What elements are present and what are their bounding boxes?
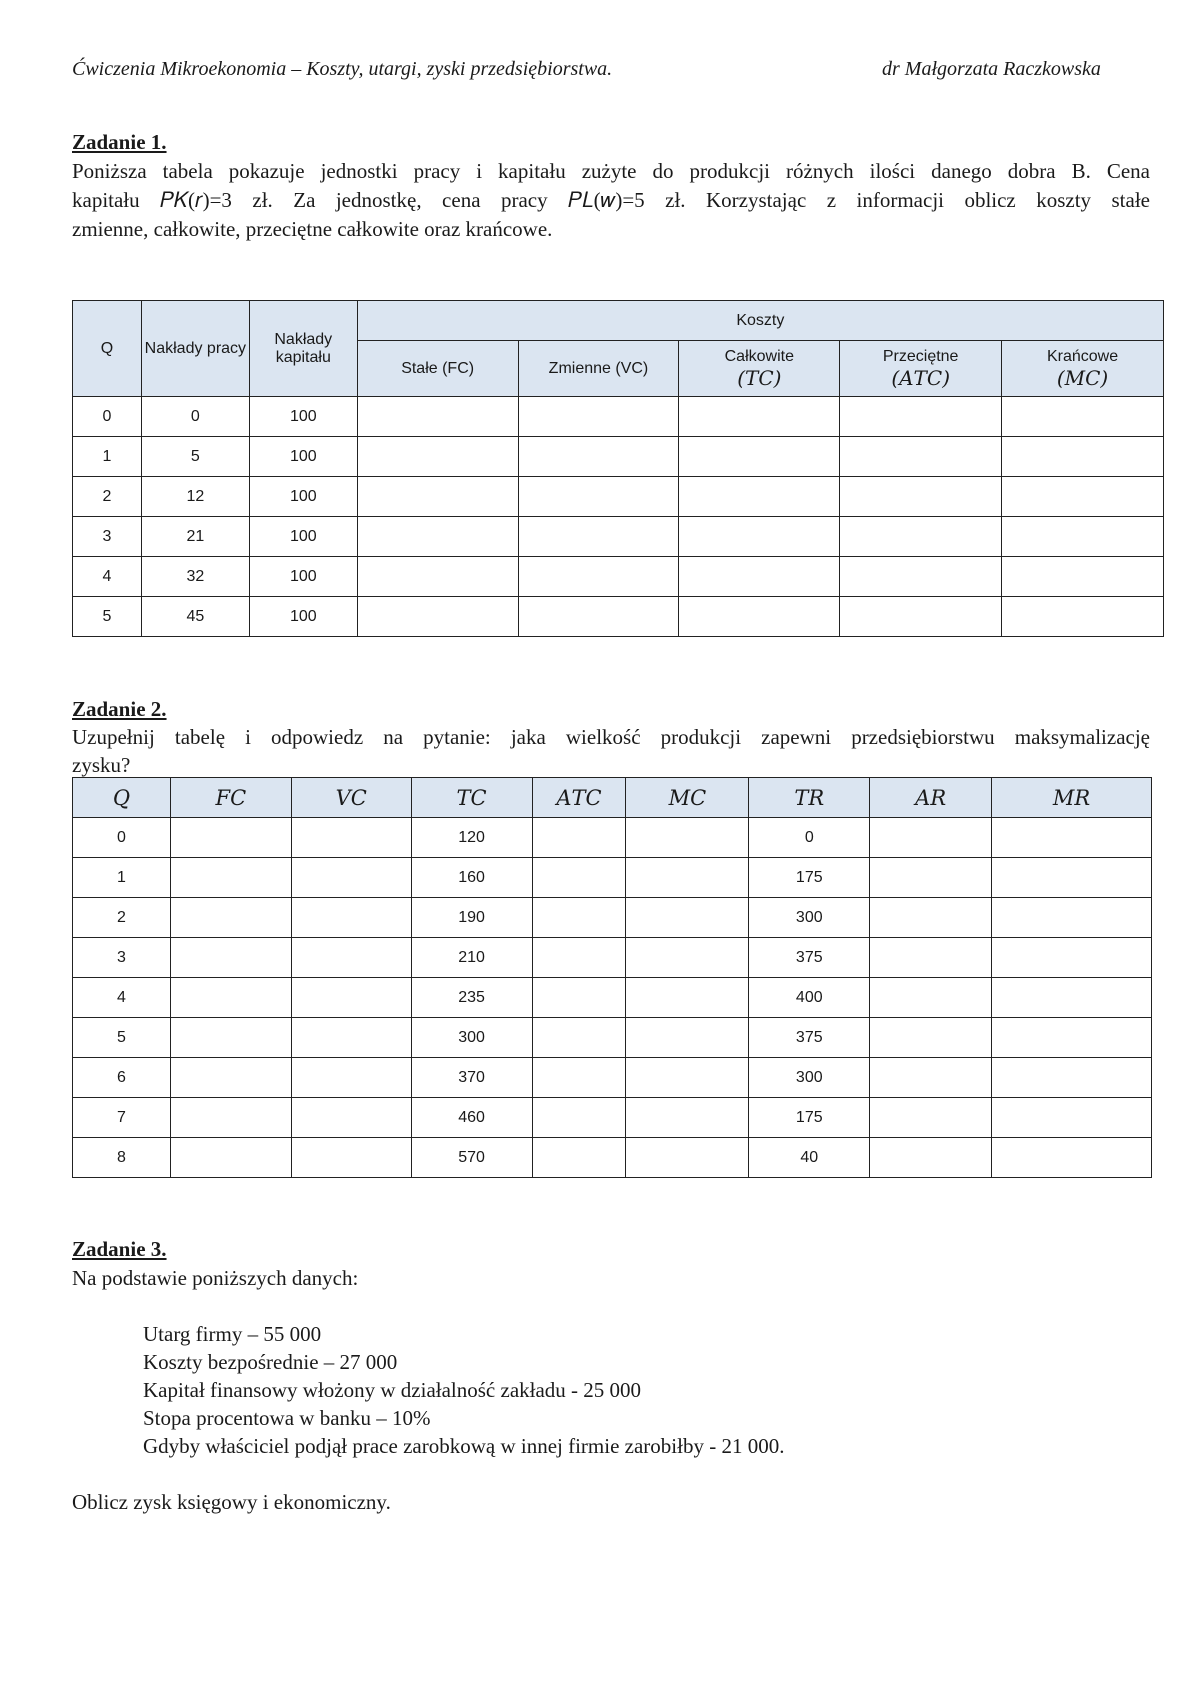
empty-answer-cell [1002,597,1164,637]
table-row [73,597,1164,637]
cell-capital: 100 [249,437,357,477]
atc-symbol: (𝐴𝑇𝐶) [891,365,951,390]
cell-q: 1 [73,858,171,898]
empty-answer-cell [626,818,749,858]
empty-answer-cell [840,557,1002,597]
task3-title: Zadanie 3. [72,1237,167,1261]
empty-answer-cell [291,858,411,898]
empty-answer-cell [870,818,992,858]
empty-answer-cell [992,938,1152,978]
task3-question: Oblicz zysk księgowy i ekonomiczny. [72,1490,391,1514]
col-header-capital: Nakłady kapitału [249,301,357,397]
cell-q: 3 [73,938,171,978]
empty-answer-cell [626,1138,749,1178]
empty-answer-cell [291,1018,411,1058]
empty-answer-cell [357,557,518,597]
empty-answer-cell [291,1098,411,1138]
empty-answer-cell [170,858,291,898]
cell-tc: 570 [411,1138,532,1178]
revenue-table [72,777,1152,1178]
table-row [73,1058,1152,1098]
col-header: 𝑀𝑅 [992,778,1152,818]
empty-answer-cell [679,397,840,437]
cell-q: 8 [73,1138,171,1178]
col-header: 𝑄 [73,778,171,818]
cell-tc: 235 [411,978,532,1018]
table-row [73,1018,1152,1058]
empty-answer-cell [357,437,518,477]
empty-answer-cell [518,477,679,517]
given-item: Kapitał finansowy włożony w działalność zakładu - 25 000 [143,1378,642,1402]
empty-answer-cell [870,858,992,898]
empty-answer-cell [291,818,411,858]
empty-answer-cell [840,517,1002,557]
empty-answer-cell [1002,397,1164,437]
empty-answer-cell [626,898,749,938]
col-header-fc: Stałe (FC) [357,341,518,397]
col-header-labor: Nakłady pracy [141,301,249,397]
empty-answer-cell [518,517,679,557]
cell-capital: 100 [249,397,357,437]
table-row [73,858,1152,898]
empty-answer-cell [291,1058,411,1098]
empty-answer-cell [518,437,679,477]
cell-tr: 175 [749,858,870,898]
empty-answer-cell [870,1138,992,1178]
cell-q: 4 [73,557,142,597]
given-item: Gdyby właściciel podjął prace zarobkową w innej firmie zarobiłby - 21 000. [143,1434,785,1458]
table-row [73,818,1152,858]
cell-labor: 0 [141,397,249,437]
cell-labor: 12 [141,477,249,517]
cell-tc: 120 [411,818,532,858]
cell-capital: 100 [249,477,357,517]
cell-q: 2 [73,477,142,517]
given-item: Utarg firmy – 55 000 [143,1322,322,1346]
tc-label: Całkowite [724,347,794,365]
cell-q: 0 [73,818,171,858]
empty-answer-cell [679,597,840,637]
cell-tc: 460 [411,1098,532,1138]
cell-tr: 400 [749,978,870,1018]
empty-answer-cell [992,1058,1152,1098]
cell-tr: 375 [749,938,870,978]
task2-text [72,723,1150,779]
col-header-atc [840,341,1002,397]
col-header-q: Q [73,301,142,397]
empty-answer-cell [840,397,1002,437]
table-row [73,898,1152,938]
task3-intro: Na podstawie poniższych danych: [72,1266,359,1290]
cell-tc: 160 [411,858,532,898]
table-row [73,397,1164,437]
cell-q: 5 [73,1018,171,1058]
empty-answer-cell [170,1058,291,1098]
empty-answer-cell [357,477,518,517]
task1-line-2: kapitału 𝑃𝐾(𝑟)=3 zł. Za jednostkę, cena pracy 𝑃𝐿(𝑤)=5 zł. Korzystając z informacji oblicz koszty stałe [72,188,1150,212]
col-header: 𝑉𝐶 [291,778,411,818]
task1-text [72,157,1150,244]
table-row [73,938,1152,978]
empty-answer-cell [626,1098,749,1138]
empty-answer-cell [170,1018,291,1058]
col-header: 𝑇𝑅 [749,778,870,818]
empty-answer-cell [532,978,626,1018]
empty-answer-cell [170,938,291,978]
cell-q: 7 [73,1098,171,1138]
task2-title: Zadanie 2. [72,697,167,721]
table-row [73,1138,1152,1178]
task3-given-list [143,1320,784,1460]
cell-tr: 375 [749,1018,870,1058]
empty-answer-cell [170,818,291,858]
empty-answer-cell [992,1138,1152,1178]
empty-answer-cell [992,1018,1152,1058]
empty-answer-cell [870,1018,992,1058]
cell-labor: 32 [141,557,249,597]
empty-answer-cell [532,1138,626,1178]
empty-answer-cell [626,938,749,978]
empty-answer-cell [1002,437,1164,477]
empty-answer-cell [532,818,626,858]
cell-q: 3 [73,517,142,557]
empty-answer-cell [840,477,1002,517]
empty-answer-cell [291,978,411,1018]
cell-labor: 21 [141,517,249,557]
task1-line-3: zmienne, całkowite, przeciętne całkowite oraz krańcowe. [72,217,553,241]
empty-answer-cell [532,1058,626,1098]
cell-tr: 300 [749,1058,870,1098]
given-item: Stopa procentowa w banku – 10% [143,1406,431,1430]
empty-answer-cell [170,1098,291,1138]
header-right: dr Małgorzata Raczkowska [882,58,1101,80]
empty-answer-cell [679,437,840,477]
cell-q: 0 [73,397,142,437]
empty-answer-cell [291,1138,411,1178]
table-row [73,517,1164,557]
empty-answer-cell [626,1058,749,1098]
empty-answer-cell [992,978,1152,1018]
col-header-tc [679,341,840,397]
task1-line-1: Poniższa tabela pokazuje jednostki pracy i kapitału zużyte do produkcji różnych ilości danego dobra B. Cena [72,159,1150,183]
cell-capital: 100 [249,597,357,637]
empty-answer-cell [1002,557,1164,597]
empty-answer-cell [532,1098,626,1138]
mc-symbol: (𝑀𝐶) [1056,365,1109,390]
table-row [73,978,1152,1018]
col-header: 𝑇𝐶 [411,778,532,818]
tc-symbol: (𝑇𝐶) [737,365,782,390]
col-header-vc: Zmienne (VC) [518,341,679,397]
empty-answer-cell [992,858,1152,898]
cell-q: 2 [73,898,171,938]
empty-answer-cell [170,898,291,938]
empty-answer-cell [679,477,840,517]
empty-answer-cell [357,597,518,637]
cell-tc: 210 [411,938,532,978]
empty-answer-cell [870,938,992,978]
atc-label: Przeciętne [882,347,959,365]
empty-answer-cell [357,517,518,557]
cell-capital: 100 [249,557,357,597]
empty-answer-cell [626,978,749,1018]
empty-answer-cell [840,597,1002,637]
empty-answer-cell [532,938,626,978]
cell-labor: 45 [141,597,249,637]
table-row [73,477,1164,517]
empty-answer-cell [870,898,992,938]
empty-answer-cell [532,1018,626,1058]
task2-line-1: Uzupełnij tabelę i odpowiedz na pytanie: jaka wielkość produkcji zapewni przedsiębiorstwu maksymalizację [72,725,1150,749]
empty-answer-cell [870,978,992,1018]
cell-tr: 40 [749,1138,870,1178]
mc-label: Krańcowe [1046,347,1119,365]
col-header-mc [1002,341,1164,397]
task1-title: Zadanie 1. [72,130,167,154]
col-header: 𝐴𝑅 [870,778,992,818]
empty-answer-cell [532,898,626,938]
given-item: Koszty bezpośrednie – 27 000 [143,1350,398,1374]
cell-q: 5 [73,597,142,637]
empty-answer-cell [170,1138,291,1178]
empty-answer-cell [992,818,1152,858]
empty-answer-cell [1002,477,1164,517]
cell-capital: 100 [249,517,357,557]
cell-q: 4 [73,978,171,1018]
empty-answer-cell [291,938,411,978]
empty-answer-cell [992,1098,1152,1138]
cost-table [72,300,1164,637]
table-row [73,1098,1152,1138]
cell-tr: 0 [749,818,870,858]
empty-answer-cell [992,898,1152,938]
cell-tc: 190 [411,898,532,938]
header-left: Ćwiczenia Mikroekonomia – Koszty, utargi, zyski przedsiębiorstwa. [72,58,613,80]
empty-answer-cell [870,1058,992,1098]
col-header-costs: Koszty [357,301,1163,341]
empty-answer-cell [518,397,679,437]
cell-q: 6 [73,1058,171,1098]
cell-tc: 370 [411,1058,532,1098]
empty-answer-cell [532,858,626,898]
empty-answer-cell [679,557,840,597]
col-header: 𝑀𝐶 [626,778,749,818]
cell-labor: 5 [141,437,249,477]
empty-answer-cell [679,517,840,557]
cell-tc: 300 [411,1018,532,1058]
empty-answer-cell [518,597,679,637]
table-row [73,557,1164,597]
empty-answer-cell [1002,517,1164,557]
empty-answer-cell [291,898,411,938]
empty-answer-cell [626,1018,749,1058]
empty-answer-cell [626,858,749,898]
col-header: 𝐹𝐶 [170,778,291,818]
cell-tr: 175 [749,1098,870,1138]
empty-answer-cell [357,397,518,437]
cell-q: 1 [73,437,142,477]
cell-tr: 300 [749,898,870,938]
empty-answer-cell [170,978,291,1018]
empty-answer-cell [518,557,679,597]
empty-answer-cell [870,1098,992,1138]
col-header: 𝐴𝑇𝐶 [532,778,626,818]
task2-line-2: zysku? [72,753,131,777]
empty-answer-cell [840,437,1002,477]
table-row [73,437,1164,477]
